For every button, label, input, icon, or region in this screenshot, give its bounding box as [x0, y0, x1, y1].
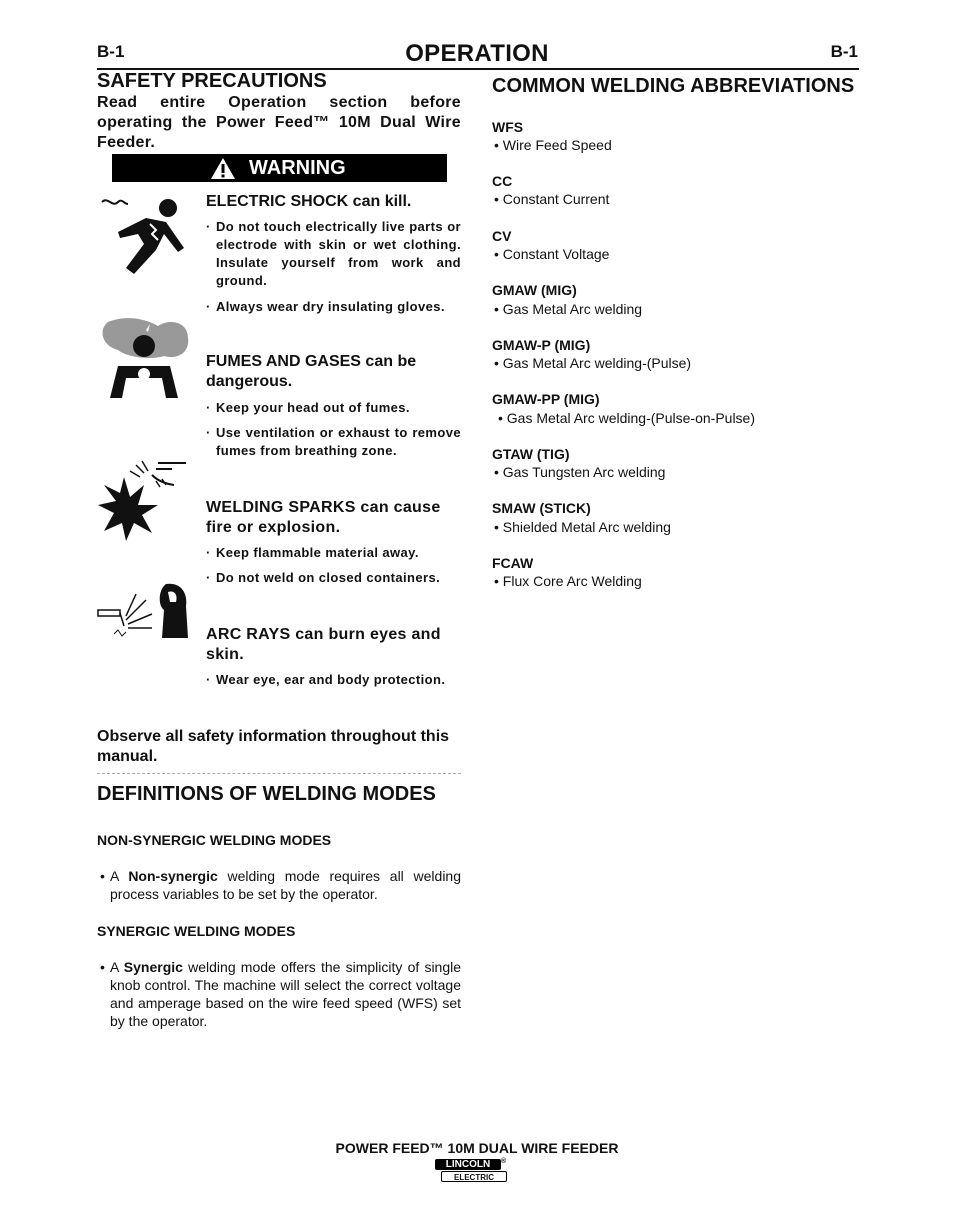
page-number-right: B-1 — [830, 42, 858, 61]
bullet-item: · Do not weld on closed containers. — [206, 569, 461, 587]
page-number-left: B-1 — [97, 42, 125, 61]
bullet-text: Wear eye, ear and body protection. — [216, 672, 446, 687]
bullet-text: Always wear dry insulating gloves. — [216, 299, 445, 314]
abbr-term: GMAW-PP (MIG) — [492, 391, 600, 407]
abbr-meaning: • Constant Voltage — [494, 246, 610, 262]
abbr-term: CC — [492, 173, 513, 189]
observe-safety-note: Observe all safety information throughout this manual. — [97, 728, 450, 765]
synergic-heading: SYNERGIC WELDING MODES — [97, 923, 296, 939]
bullet-item: · Keep your head out of fumes. — [206, 399, 461, 417]
bullet-item: · Use ventilation or exhaust to remove fumes from breathing zone. — [206, 425, 461, 458]
bullet-text: Do not touch electrically live parts or electrode with skin or wet clothing. Insulate yourself from work and ground. — [216, 219, 461, 288]
abbr-meaning: • Gas Metal Arc welding — [494, 301, 643, 317]
abbr-meaning: • Wire Feed Speed — [494, 137, 612, 153]
page-title: OPERATION — [405, 40, 549, 67]
safety-intro: Read entire Operation section before operating the Power Feed™ 10M Dual Wire Feeder. — [97, 94, 461, 151]
bullet-item: · Keep flammable material away. — [206, 544, 461, 562]
warning-triangle-icon — [210, 157, 236, 180]
bullet-text: Do not weld on closed containers. — [216, 570, 441, 585]
non-synergic-item: • A Non-synergic welding mode requires all welding process variables to be set by the operator. — [100, 868, 461, 902]
synergic-term: Synergic — [123, 959, 183, 975]
synergic-item: • A Synergic welding mode offers the simplicity of single knob control. The machine will select the correct voltage and amperage based on the wire feed speed (WFS) set by the operator. — [100, 959, 462, 1029]
fumes-icon — [98, 316, 190, 398]
bullet-text: Use ventilation or exhaust to remove fumes from breathing zone. — [216, 425, 461, 458]
non-synergic-term: Non-synergic — [128, 868, 218, 884]
sparks-title: WELDING SPARKS can cause fire or explosion. — [206, 499, 441, 536]
non-synergic-heading: NON-SYNERGIC WELDING MODES — [97, 832, 332, 848]
electric-shock-title: ELECTRIC SHOCK can kill. — [206, 193, 412, 210]
bullet-item: · Wear eye, ear and body protection. — [206, 671, 461, 689]
abbr-term: FCAW — [492, 555, 534, 571]
section-divider — [97, 773, 461, 774]
warning-label: WARNING — [249, 157, 346, 179]
warning-banner — [112, 154, 447, 182]
bullet-text: Keep flammable material away. — [216, 545, 419, 560]
electric-shock-icon — [98, 194, 190, 282]
logo-registered-mark: ® — [501, 1158, 507, 1165]
abbr-meaning: • Gas Metal Arc welding-(Pulse) — [494, 355, 692, 371]
modes-heading: DEFINITIONS OF WELDING MODES — [97, 783, 436, 805]
bullet-text: Keep your head out of fumes. — [216, 400, 410, 415]
abbr-meaning: • Constant Current — [494, 191, 610, 207]
lincoln-electric-logo — [435, 1159, 509, 1183]
sparks-explosion-icon — [96, 455, 190, 541]
logo-bottom: ELECTRIC — [441, 1171, 507, 1182]
abbr-term: SMAW (STICK) — [492, 500, 591, 516]
abbr-term: GMAW-P (MIG) — [492, 337, 591, 353]
bullet-item: · Do not touch electrically live parts or electrode with skin or wet clothing. Insulate yourself from work and ground. — [206, 219, 461, 288]
abbr-term: GTAW (TIG) — [492, 446, 570, 462]
abbreviations-heading: COMMON WELDING ABBREVIATIONS — [492, 75, 855, 97]
abbr-meaning: • Gas Tungsten Arc welding — [494, 464, 666, 480]
logo-top: LINCOLN — [435, 1159, 501, 1170]
abbr-term: GMAW (MIG) — [492, 282, 577, 298]
bullet-item: · Always wear dry insulating gloves. — [206, 298, 461, 316]
abbr-meaning: • Gas Metal Arc welding-(Pulse-on-Pulse) — [498, 410, 755, 426]
synergic-text: welding mode offers the simplicity of single knob control. The machine will select the correct voltage and amperage based on the wire feed speed (WFS) set by the operator. — [110, 959, 462, 1029]
synergic-a: A — [110, 959, 119, 975]
non-synergic-a: A — [110, 868, 119, 884]
safety-heading: SAFETY PRECAUTIONS — [97, 70, 327, 92]
abbr-meaning: • Shielded Metal Arc welding — [494, 519, 671, 535]
abbr-term: CV — [492, 228, 512, 244]
arc-rays-icon — [96, 580, 190, 644]
arc-rays-title: ARC RAYS can burn eyes and skin. — [206, 626, 441, 663]
footer-product-name: POWER FEED™ 10M DUAL WIRE FEEDER — [335, 1140, 619, 1156]
non-synergic-text: welding mode requires all welding process variables to be set by the operator. — [110, 868, 461, 902]
abbr-meaning: • Flux Core Arc Welding — [494, 573, 642, 589]
fumes-title: FUMES AND GASES can be dangerous. — [206, 353, 417, 390]
abbr-term: WFS — [492, 119, 524, 135]
